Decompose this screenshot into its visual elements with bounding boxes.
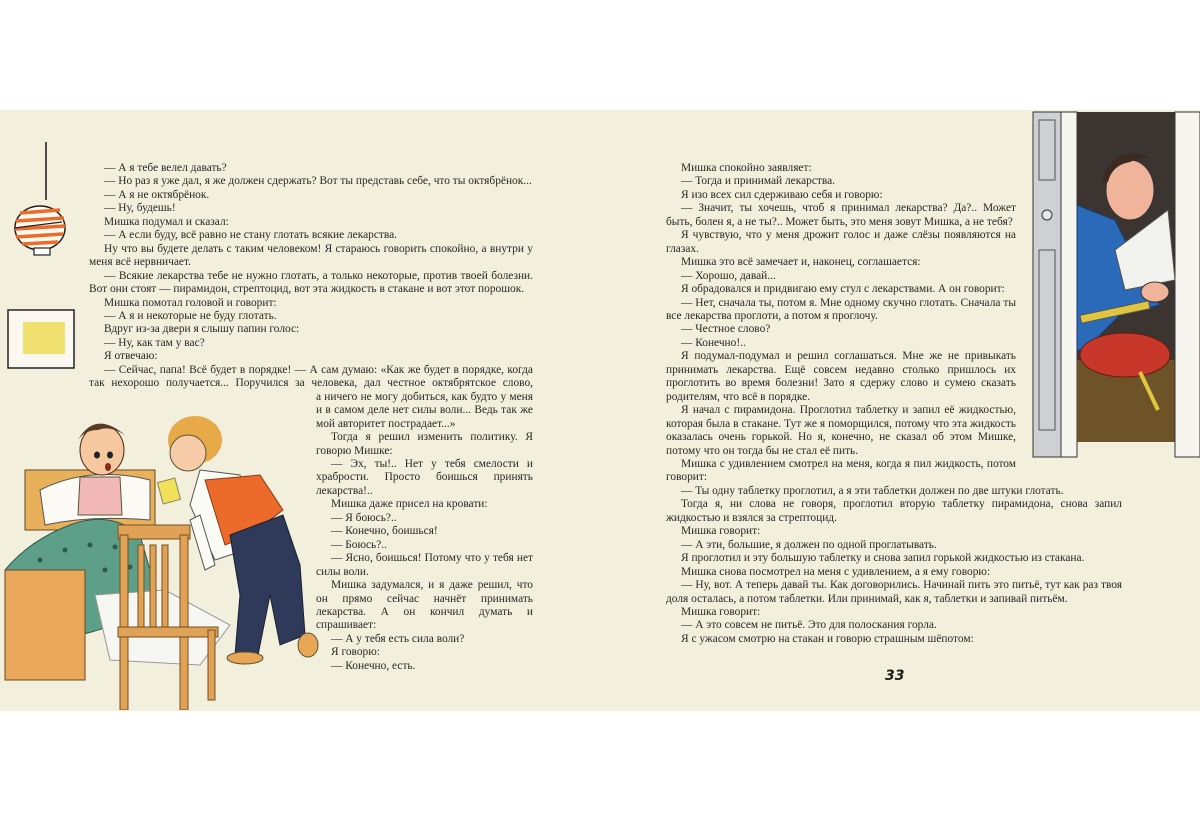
paragraph: Мишка это всё замечает и, наконец, соглашается: [681,256,921,269]
paragraph: — А я тебе велел давать? [104,162,227,174]
right-page-text [666,162,1122,646]
paragraph: — Конечно!.. [681,336,746,349]
paragraph: Я чувствую, что у меня дрожит голос и даже слёзы появляются на глазах. [666,229,1016,255]
paragraph: Мишка снова посмотрел на меня с удивлением, а я ему говорю: [681,565,991,578]
paragraph: Мишка помотал головой и говорит: [104,296,277,309]
narrow-text-block [316,391,533,674]
paragraph: Мишка даже присел на кровати: [331,498,488,511]
paragraph: — Конечно, боишься! [331,525,438,538]
paragraph: Я обрадовался и придвигаю ему стул с лекарствами. А он говорит: [681,283,1005,296]
paragraph: — Тогда и принимай лекарства. [681,175,836,188]
paragraph: Вдруг из-за двери я слышу папин голос: [104,323,300,336]
page-number: 33 [885,668,905,684]
paragraph: — Всякие лекарства тебе не нужно глотать, а только некоторые, против твоей болезни. Вот они стоят — пирамидон, стрептоцид, вот эта жидкость в стакане и вот этот порошок. [89,269,533,296]
paragraph: Тогда я, ни слова не говоря, проглотил вторую таблетку пирамидона, снова запил жидкостью и взялся за стрептоцид. [666,498,1122,524]
paragraph: — Ясно, боишься! Потому что у тебя нет силы воли. [316,552,533,578]
paragraph: Ну что вы будете делать с таким человеком! Я стараюсь говорить спокойно, а внутри у меня всё нервничает. [89,242,533,269]
paragraph: — Эх, ты!.. Нет у тебя смелости и храбрости. Просто боишься принять лекарства!.. [316,457,533,497]
paragraph: Мишка говорит: [681,605,761,618]
paragraph: — Значит, ты хочешь, чтоб я принимал лекарства? Да?.. Может быть, болен я, а не ты?.. Может быть, это меня зовут Мишка, а не тебя? [666,202,1016,228]
paragraph: Мишка говорит: [681,525,761,538]
narrow-text-block [666,162,1016,485]
paragraph: Я говорю: [331,646,380,659]
paragraph: — Но раз я уже дал, я же должен сдержать? Вот ты представь себе, что ты октябрёнок... [104,175,532,188]
paragraph: — А я и некоторые не буду глотать. [104,309,277,322]
paragraph: — А эти, большие, я должен по одной проглатывать. [681,538,937,551]
paragraph: Я отвечаю: [104,350,158,363]
paragraph: Мишка задумался, и я даже решил, что он прямо сейчас начнёт принимать лекарства. А он кончил думать и спрашивает: [316,579,533,632]
paragraph: Я проглотил и эту большую таблетку и снова запил горькой жидкостью из стакана. [681,552,1085,565]
paragraph: Мишка подумал и сказал: [104,215,229,228]
paragraph: — Честное слово? [681,323,771,336]
paper-lantern-illustration [8,140,68,265]
paragraph: Я с ужасом смотрю на стакан и говорю страшным шёпотом: [681,632,974,645]
paragraph: Я изо всех сил сдерживаю себя и говорю: [681,188,883,201]
paragraph: Тогда я решил изменить политику. Я говорю Мишке: [316,431,533,457]
left-page-text [89,162,533,673]
paragraph: — Боюсь?.. [331,538,387,551]
wall-picture-illustration [6,308,76,370]
paragraph: Мишка с удивлением смотрел на меня, когда я пил жидкость, потом говорит: [666,457,1016,484]
paragraph: — Конечно, есть. [331,659,416,672]
paragraph: Я подумал-подумал и решил соглашаться. Мне же не привыкать принимать лекарства. Ещё совсем недавно столько пришлось их проглотить во время болезни! Зато я сдержу слово и сумею сказать родителям, что всё в порядке. [666,350,1016,403]
paragraph: — Ну, будешь! [104,202,176,215]
paragraph: Я начал с пирамидона. Проглотил таблетку и запил её жидкостью, которая была в стакане. Тут же я поморщился, потому что эта жидкость оказалась очень горькой. Но я, конечно, не сказал об этом Мишке, потому что он тогда бы не стал её пить. [666,404,1016,457]
paragraph: — А я не октябрёнок. [104,188,210,201]
paragraph: — Хорошо, давай... [681,269,776,282]
paragraph: — Ну, вот. А теперь давай ты. Как договорились. Начинай пить это питьё, тут как раз твоя доля осталась, а потом таблетки. Или принимай, как я, таблетки и запивай питьём. [666,579,1122,605]
paragraph: — Ты одну таблетку проглотил, а я эти таблетки должен по две штуки глотать. [681,484,1064,497]
paragraph: — А у тебя есть сила воли? [331,632,465,645]
paragraph: — Нет, сначала ты, потом я. Мне одному скучно глотать. Сначала ты все лекарства проглоти, а потом я проглочу. [666,296,1016,322]
paragraph: — Сейчас, папа! Всё будет в порядке! — А сам думаю: «Как же будет в порядке, когда так нехорошо получается... Поручился за человека, дал честное октябрятское слово, [89,363,533,390]
paragraph: — А если буду, всё равно не стану глотать всякие лекарства. [104,229,398,242]
paragraph: — А это совсем не питьё. Это для полоскания горла. [681,619,937,632]
paragraph: а ничего не могу добиться, как будто у меня и в самом деле нет силы воли... Ведь так же мой авторитет пострадает...» [316,390,533,430]
paragraph: — Ну, как там у вас? [104,336,205,349]
paragraph: — Я боюсь?.. [331,511,397,524]
paragraph: Мишка спокойно заявляет: [681,162,812,174]
